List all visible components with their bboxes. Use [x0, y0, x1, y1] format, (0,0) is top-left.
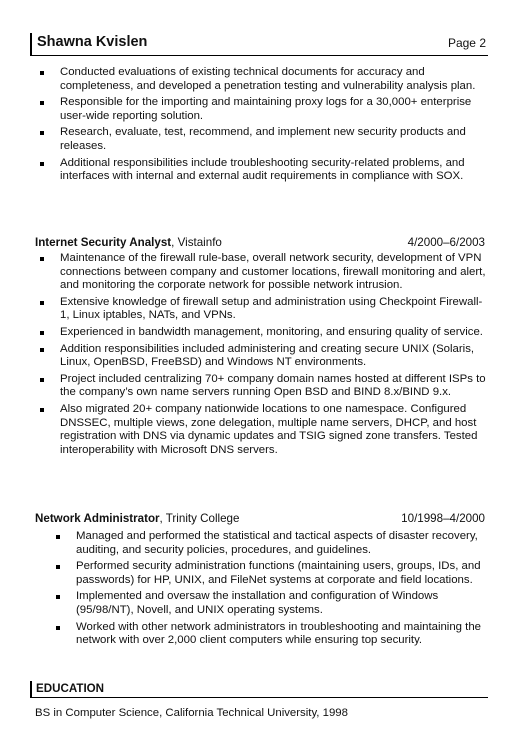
education-entry: BS in Computer Science, California Technical University, 1998 — [35, 707, 348, 719]
bullet-icon — [40, 101, 44, 105]
job-title: Internet Security Analyst — [35, 236, 172, 249]
education-heading — [30, 681, 488, 698]
job-heading — [35, 236, 485, 249]
job-dates: 4/2000–6/2003 — [407, 236, 485, 249]
bullet-icon — [56, 535, 60, 539]
bullet-icon — [40, 131, 44, 135]
bullet-icon — [56, 565, 60, 569]
page-number: Page 2 — [447, 36, 486, 50]
prior-job-bullets — [40, 66, 486, 187]
bullet-icon — [40, 408, 44, 412]
bullet-item: Maintenance of the firewall rule-base, overall network security, development of VPN connections between company and customer locations, firewall monitoring and alert, and monitoring the corporate network for possible network intrusion. — [40, 252, 486, 293]
bullet-icon — [40, 162, 44, 166]
bullet-item: Extensive knowledge of firewall setup and administration using Checkpoint Firewall-1, Linux iptables, NATs, and VPNs. — [40, 296, 486, 323]
bullet-item: Addition responsibilities included administering and creating secure UNIX (Solaris, Linux, OpenBSD, FreeBSD) and Windows NT environments. — [40, 343, 486, 370]
bullet-item: Conducted evaluations of existing technical documents for accuracy and completeness, and developed a penetration testing and vulnerability analysis plan. — [40, 66, 486, 93]
bullet-icon — [40, 348, 44, 352]
bullet-icon — [40, 378, 44, 382]
bullet-item: Performed security administration functions (maintaining users, groups, IDs, and passwords) for HP, UNIX, and FileNet systems at corporate and field locations. — [56, 560, 486, 587]
bullet-icon — [40, 331, 44, 335]
bullet-icon — [56, 595, 60, 599]
bullet-item: Research, evaluate, test, recommend, and implement new security products and releases. — [40, 126, 486, 153]
bullet-item: Implemented and oversaw the installation and configuration of Windows (95/98/NT), Novell, and UNIX operating systems. — [56, 590, 486, 617]
candidate-name: Shawna Kvislen — [37, 34, 148, 50]
section-title: EDUCATION — [36, 682, 105, 695]
bullet-item: Also migrated 20+ company nationwide locations to one namespace. Configured DNSSEC, multiple views, zone delegation, multiple name servers, DHCP, and host registration with DNS via dynamic updates and TSIG signed zone transfers. Tested interoperability with Microsoft DNS servers. — [40, 403, 486, 457]
job-title: Network Administrator — [35, 512, 160, 525]
job-bullets — [40, 252, 486, 460]
job-heading — [35, 512, 485, 525]
bullet-icon — [40, 257, 44, 261]
bullet-icon — [56, 626, 60, 630]
job-bullets — [56, 530, 486, 651]
bullet-item: Managed and performed the statistical and tactical aspects of disaster recovery, auditing, and security policies, procedures, and guidelines. — [56, 530, 486, 557]
job-dates: 10/1998–4/2000 — [401, 512, 485, 525]
job-company: , Vistainfo — [171, 236, 222, 249]
bullet-item: Experienced in bandwidth management, monitoring, and ensuring quality of service. — [40, 326, 486, 340]
bullet-icon — [40, 71, 44, 75]
bullet-item: Responsible for the importing and maintaining proxy logs for a 30,000+ enterprise user-wide reporting solution. — [40, 96, 486, 123]
bullet-icon — [40, 301, 44, 305]
bullet-item: Additional responsibilities include troubleshooting security-related problems, and interfaces with internal and external audit requirements in compliance with SOX. — [40, 157, 486, 184]
job-company: , Trinity College — [159, 512, 240, 525]
bullet-item: Project included centralizing 70+ company domain names hosted at different ISPs to the company’s own name servers running Open BSD and BIND 8.x/BIND 9.x. — [40, 373, 486, 400]
bullet-item: Worked with other network administrators in troubleshooting and maintaining the network with over 2,000 client computers while ensuring top security. — [56, 621, 486, 648]
page-header — [30, 33, 488, 56]
